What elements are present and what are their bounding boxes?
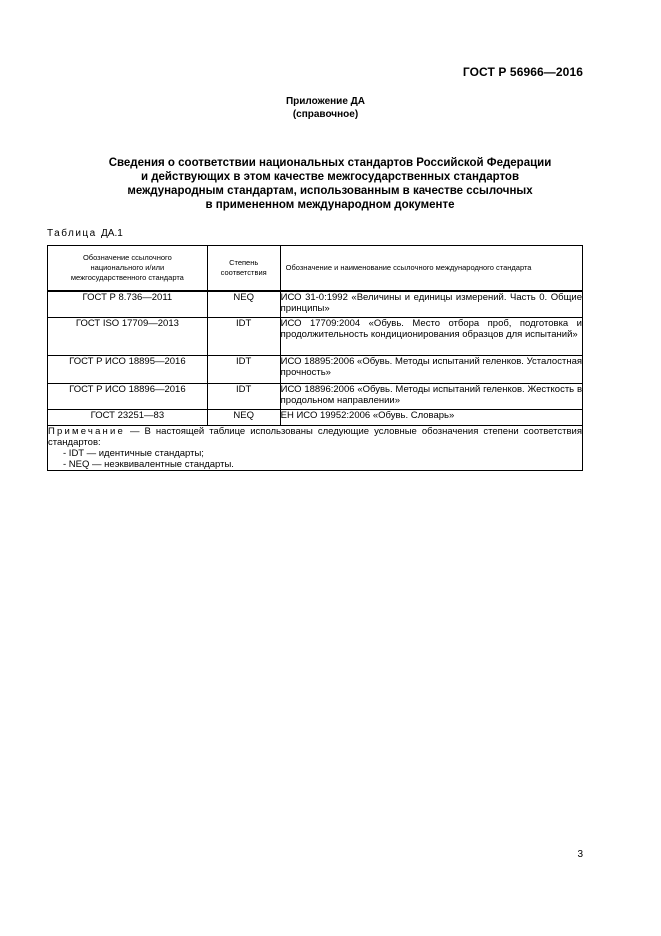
header-international-standard: Обозначение и наименование ссылочного международного стандарта <box>280 246 582 292</box>
table-row <box>48 383 583 409</box>
cell-international: ИСО 18895:2006 «Обувь. Методы испытаний геленков. Усталостная прочность» <box>280 355 582 383</box>
table-note <box>48 425 583 470</box>
cell-international: ИСО 31-0:1992 «Величины и единицы измерений. Часть 0. Общие принципы» <box>280 291 582 317</box>
cell-national: ГОСТ Р 8.736—2011 <box>48 291 208 317</box>
cell-national: ГОСТ Р ИСО 18895—2016 <box>48 355 208 383</box>
cell-international: ИСО 17709:2004 «Обувь. Место отбора проб, подготовка и продолжительность кондиционирования образцов для испытаний» <box>280 317 582 355</box>
main-title <box>60 156 600 212</box>
note-item: - IDT — идентичные стандарты; <box>63 447 204 459</box>
cell-national: ГОСТ Р ИСО 18896—2016 <box>48 383 208 409</box>
table-row <box>48 409 583 425</box>
appendix-title: Приложение ДА <box>285 96 366 107</box>
cell-national: ГОСТ ISO 17709—2013 <box>48 317 208 355</box>
main-title-line: международным стандартам, использованным в качестве ссылочных <box>127 185 533 197</box>
table-caption-number: ДА.1 <box>101 228 123 239</box>
table-caption <box>47 228 123 239</box>
cell-degree: IDT <box>207 355 280 383</box>
header-degree: Степень соответствия <box>207 246 280 292</box>
table-note-row <box>48 425 583 470</box>
table-row <box>48 291 583 317</box>
note-text: — В настоящей таблице использованы следующие условные обозначения степени соответствия стандартов: <box>48 425 582 448</box>
main-title-line: Сведения о соответствии национальных стандартов Российской Федерации <box>108 157 552 169</box>
cell-international: ИСО 18896:2006 «Обувь. Методы испытаний геленков. Жесткость в продольном направлении» <box>280 383 582 409</box>
cell-degree: IDT <box>207 383 280 409</box>
cell-degree: NEQ <box>207 409 280 425</box>
appendix-subtitle: (справочное) <box>292 109 359 120</box>
table-caption-word: Таблица <box>47 228 97 239</box>
page-number: 3 <box>577 849 583 860</box>
cell-degree: IDT <box>207 317 280 355</box>
main-title-line: в примененном международном документе <box>205 199 455 211</box>
main-title-line: и действующих в этом качестве межгосударственных стандартов <box>140 171 520 183</box>
cell-international: ЕН ИСО 19952:2006 «Обувь. Словарь» <box>280 409 582 425</box>
appendix-heading <box>0 95 661 121</box>
header-national-standard: Обозначение ссылочного национального и/или межгосударственного стандарта <box>48 246 208 292</box>
correspondence-table <box>47 245 583 471</box>
note-item: - NEQ — неэквивалентные стандарты. <box>63 458 234 470</box>
note-label: Примечание <box>48 425 125 437</box>
table-row <box>48 317 583 355</box>
document-code: ГОСТ Р 56966—2016 <box>462 65 583 79</box>
cell-degree: NEQ <box>207 291 280 317</box>
table-row <box>48 355 583 383</box>
table-header-row <box>48 246 583 292</box>
cell-national: ГОСТ 23251—83 <box>48 409 208 425</box>
